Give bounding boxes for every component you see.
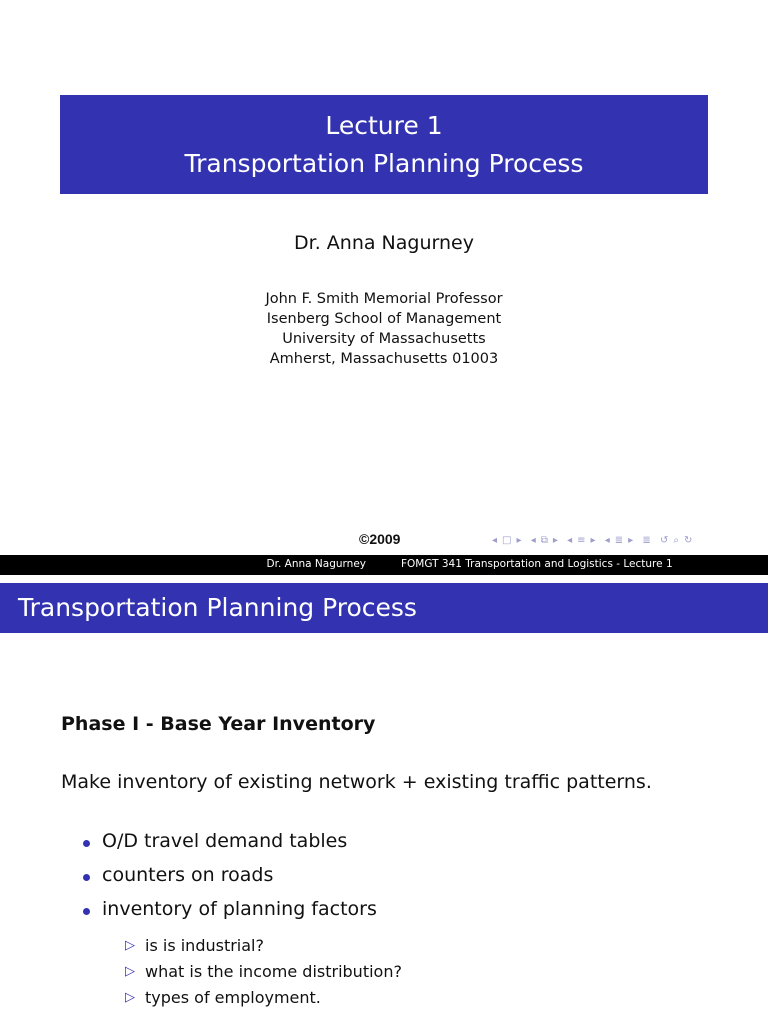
sub-bullet-text: types of employment. <box>145 988 321 1007</box>
nav-prev-icon[interactable]: ◂ <box>604 535 611 546</box>
nav-doc-icon[interactable]: ≣ <box>614 535 625 546</box>
bullet-icon <box>83 840 90 847</box>
footer-course: FOMGT 341 Transportation and Logistics - Lecture 1 <box>384 555 768 575</box>
nav-next-icon[interactable]: ▸ <box>590 535 597 546</box>
affiliation-line: Isenberg School of Management <box>266 311 502 327</box>
nav-prev-icon[interactable]: ◂ <box>567 535 574 546</box>
bullet-text: O/D travel demand tables <box>102 830 348 852</box>
sub-bullet-list <box>125 936 402 1014</box>
nav-prev-icon[interactable]: ◂ <box>530 535 537 546</box>
affiliation-line: John F. Smith Memorial Professor <box>265 291 503 307</box>
nav-section-icon[interactable]: ≡ <box>577 535 587 546</box>
triangle-bullet-icon: ▷ <box>125 938 135 953</box>
list-item <box>125 988 402 1014</box>
lecture-title: Transportation Planning Process <box>184 148 584 178</box>
beamer-navigation[interactable] <box>492 535 697 546</box>
list-item <box>125 962 402 988</box>
nav-frame-icon[interactable]: □ <box>502 535 513 546</box>
affiliation-block <box>0 289 768 369</box>
sub-bullet-text: what is the income distribution? <box>145 962 402 981</box>
bullet-icon <box>83 908 90 915</box>
author-name: Dr. Anna Nagurney <box>294 232 474 254</box>
nav-next-icon[interactable]: ▸ <box>628 535 635 546</box>
nav-search-icon[interactable]: ⌕ <box>673 535 680 546</box>
affiliation-line: Amherst, Massachusetts 01003 <box>269 351 499 367</box>
triangle-bullet-icon: ▷ <box>125 990 135 1005</box>
nav-undo-icon[interactable]: ↺ <box>659 535 670 546</box>
phase-heading: Phase I - Base Year Inventory <box>61 713 376 735</box>
lecture-number: Lecture 1 <box>325 110 443 140</box>
sub-bullet-text: is is industrial? <box>145 936 264 955</box>
nav-next-icon[interactable]: ▸ <box>552 535 559 546</box>
triangle-bullet-icon: ▷ <box>125 964 135 979</box>
slide-footer <box>0 555 768 575</box>
affiliation-line: University of Massachusetts <box>282 331 486 347</box>
nav-menu-icon[interactable]: ≣ <box>642 535 652 546</box>
nav-redo-icon[interactable]: ↻ <box>683 535 694 546</box>
bullet-list <box>83 830 377 932</box>
list-item <box>83 864 377 898</box>
list-item <box>83 830 377 864</box>
nav-next-icon[interactable]: ▸ <box>516 535 523 546</box>
nav-subsection-icon[interactable]: ⧉ <box>540 535 549 546</box>
bullet-icon <box>83 874 90 881</box>
list-item <box>125 936 402 962</box>
title-box <box>60 95 708 194</box>
footer-author: Dr. Anna Nagurney <box>0 555 384 575</box>
bullet-text: counters on roads <box>102 864 274 886</box>
frame-title: Transportation Planning Process <box>0 583 768 633</box>
list-item <box>83 898 377 932</box>
bullet-text: inventory of planning factors <box>102 898 377 920</box>
intro-text: Make inventory of existing network + existing traffic patterns. <box>61 771 652 793</box>
nav-prev-icon[interactable]: ◂ <box>492 535 499 546</box>
copyright: ©2009 <box>359 531 401 547</box>
